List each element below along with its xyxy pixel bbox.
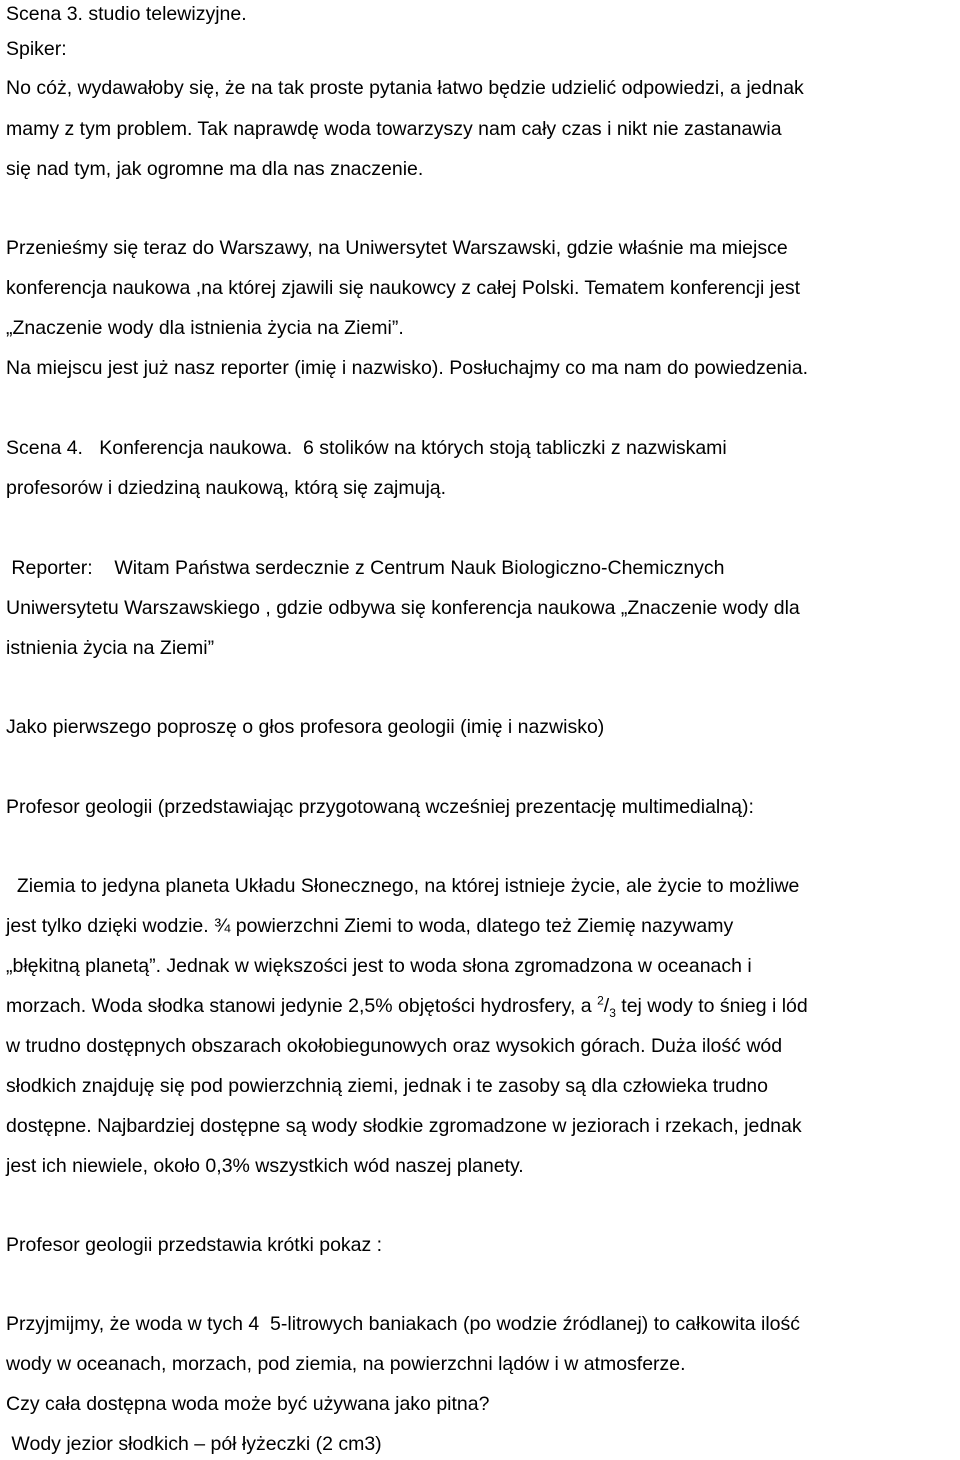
fraction-line-after: tej wody to śnieg i lód — [615, 995, 808, 1017]
professor-fraction-line — [6, 994, 808, 1018]
speaker-line: się nad tym, jak ogromne ma dla nas znaczenie. — [6, 158, 424, 180]
transfer-line: „Znaczenie wody dla istnienia życia na Ziemi”. — [6, 317, 404, 339]
professor-line: słodkich znajduję się pod powierzchnią ziemi, jednak i te zasoby są dla człowieka trudno — [6, 1075, 768, 1097]
show-line: Przyjmijmy, że woda w tych 4 5-litrowych baniakach (po wodzie źródlanej) to całkowita ilość — [6, 1313, 801, 1335]
reporter-line: Uniwersytetu Warszawskiego , gdzie odbywa się konferencja naukowa „Znaczenie wody dla — [6, 597, 800, 619]
show-line: wody w oceanach, morzach, pod ziemia, na powierzchni lądów i w atmosferze. — [6, 1353, 686, 1375]
scene-3-heading: Scena 3. studio telewizyjne. — [6, 3, 247, 25]
professor-line: jest ich niewiele, około 0,3% wszystkich wód naszej planety. — [6, 1155, 524, 1177]
show-line: Wody jezior słodkich – pół łyżeczki (2 cm3) — [6, 1433, 382, 1455]
professor-line: Ziemia to jedyna planeta Układu Słonecznego, na której istnieje życie, ale życie to możliwe — [6, 875, 800, 897]
professor-line: w trudno dostępnych obszarach okołobiegunowych oraz wysokich górach. Duża ilość wód — [6, 1035, 783, 1057]
professor-line: jest tylko dzięki wodzie. ¾ powierzchni Ziemi to woda, dlatego też Ziemię nazywamy — [6, 915, 734, 937]
reporter-line: Reporter: Witam Państwa serdecznie z Centrum Nauk Biologiczno-Chemicznych — [6, 557, 725, 579]
transfer-line: Na miejscu jest już nasz reporter (imię i nazwisko). Posłuchajmy co ma nam do powiedzenia. — [6, 357, 808, 379]
show-line: Czy cała dostępna woda może być używana jako pitna? — [6, 1393, 490, 1415]
speaker-line: No cóż, wydawałoby się, że na tak proste pytania łatwo będzie udzielić odpowiedzi, a jednak — [6, 77, 804, 99]
fraction-slash: / — [603, 995, 610, 1017]
show-intro: Profesor geologii przedstawia krótki pokaz : — [6, 1234, 383, 1256]
professor-line: „błękitną planetą”. Jednak w większości jest to woda słona zgromadzona w oceanach i — [6, 955, 752, 977]
transfer-line: Przenieśmy się teraz do Warszawy, na Uniwersytet Warszawski, gdzie właśnie ma miejsce — [6, 237, 788, 259]
professor-intro: Profesor geologii (przedstawiając przygotowaną wcześniej prezentację multimedialną): — [6, 796, 754, 818]
transfer-line: konferencja naukowa ,na której zjawili się naukowcy z całej Polski. Tematem konferencji jest — [6, 277, 801, 299]
professor-line: dostępne. Najbardziej dostępne są wody słodkie zgromadzone w jeziorach i rzekach, jednak — [6, 1115, 802, 1137]
scene-4-line: Scena 4. Konferencja naukowa. 6 stolików na których stoją tabliczki z nazwiskami — [6, 437, 727, 459]
scene-4-line: profesorów i dziedziną naukową, którą się zajmują. — [6, 477, 447, 499]
fraction-line-before: morzach. Woda słodka stanowi jedynie 2,5% objętości hydrosfery, a — [6, 995, 598, 1017]
speaker-label: Spiker: — [6, 38, 67, 60]
fraction-numerator: 2 — [597, 993, 604, 1008]
fraction-denominator: 3 — [609, 1005, 616, 1020]
reporter-line: istnienia życia na Ziemi” — [6, 637, 215, 659]
speaker-line: mamy z tym problem. Tak naprawdę woda towarzyszy nam cały czas i nikt nie zastanawia — [6, 118, 782, 140]
first-speaker-line: Jako pierwszego poproszę o głos profesora geologii (imię i nazwisko) — [6, 716, 605, 738]
